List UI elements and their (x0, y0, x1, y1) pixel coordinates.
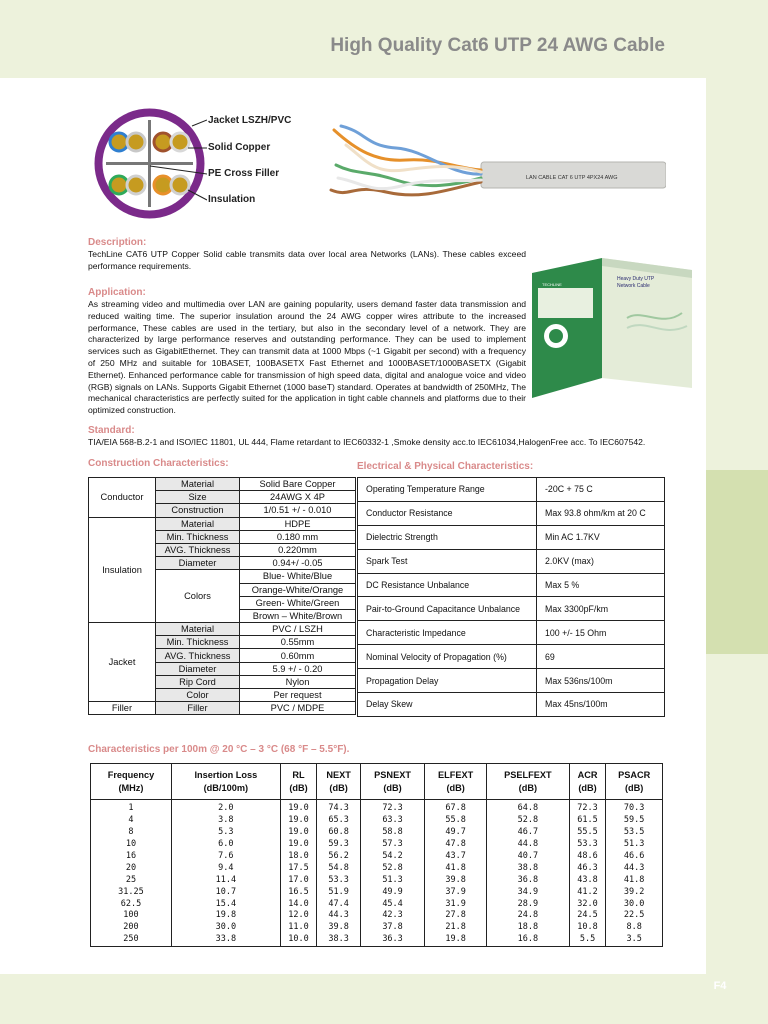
table-cell: 39.2 (606, 886, 663, 898)
col-header: ELFEXT (dB) (425, 764, 487, 800)
callout-copper: Solid Copper (208, 142, 271, 153)
table-cell: 18.8 (487, 922, 570, 934)
callout-jacket: Jacket LSZH/PVC (208, 115, 292, 126)
table-cell: 63.3 (360, 815, 424, 827)
table-cell: Max 5 % (537, 573, 665, 597)
table-row (89, 702, 356, 715)
table-cell: 3.5 (606, 934, 663, 946)
box-label-line1: Heavy Duty UTP (617, 276, 655, 282)
table-cell: 61.5 (569, 815, 606, 827)
table-cell: 41.8 (425, 862, 487, 874)
table-cell: 16.8 (487, 934, 570, 946)
table-cell: 48.6 (569, 851, 606, 863)
table-cell: 19.8 (171, 910, 280, 922)
table-cell: 27.8 (425, 910, 487, 922)
table-cell: 4 (91, 815, 172, 827)
table-cell: 7.6 (171, 851, 280, 863)
table-cell: Rip Cord (156, 675, 240, 688)
col-header: NEXT (dB) (317, 764, 361, 800)
table-cell: 19.0 (280, 839, 317, 851)
table-cell: 24AWG X 4P (240, 491, 356, 504)
table-cell: 16 (91, 851, 172, 863)
table-cell: 30.0 (171, 922, 280, 934)
table-cell: 200 (91, 922, 172, 934)
table-cell: 17.0 (280, 874, 317, 886)
table-cell: 5.9 +/ - 0.20 (240, 662, 356, 675)
group-insulation: Insulation (89, 517, 156, 623)
table-cell: 46.7 (487, 827, 570, 839)
table-cell: 47.8 (425, 839, 487, 851)
table-cell: 74.3 (317, 800, 361, 815)
standard-heading: Standard: (88, 425, 135, 436)
table-row (358, 621, 665, 645)
cable-cross-section-image (92, 106, 207, 221)
table-cell: 58.8 (360, 827, 424, 839)
table-cell: 44.8 (487, 839, 570, 851)
table-cell: 100 +/- 15 Ohm (537, 621, 665, 645)
table-cell: Min AC 1.7KV (537, 525, 665, 549)
page-title: High Quality Cat6 UTP 24 AWG Cable (330, 35, 665, 56)
table-cell: 59.5 (606, 815, 663, 827)
table-row (91, 827, 663, 839)
table-cell: 69 (537, 645, 665, 669)
table-cell: 16.5 (280, 886, 317, 898)
group-filler: Filler (89, 702, 156, 715)
col-header: Insertion Loss (dB/100m) (171, 764, 280, 800)
table-cell: 3.8 (171, 815, 280, 827)
table-cell: 0.220mm (240, 543, 356, 556)
table-cell: HDPE (240, 517, 356, 530)
table-row (91, 851, 663, 863)
table-cell: 52.8 (487, 815, 570, 827)
table-cell: Blue- White/Blue (240, 570, 356, 583)
table-cell: 38.3 (317, 934, 361, 946)
col-header: PSELFEXT (dB) (487, 764, 570, 800)
table-cell: Pair-to-Ground Capacitance Unbalance (358, 597, 537, 621)
table-cell: Max 45ns/100m (537, 693, 665, 717)
table-cell: 2.0KV (max) (537, 549, 665, 573)
table-cell: 30.0 (606, 898, 663, 910)
table-row (89, 517, 356, 530)
table-cell: Color (156, 689, 240, 702)
table-cell: 55.8 (425, 815, 487, 827)
table-cell: 44.3 (606, 862, 663, 874)
table-cell: 31.9 (425, 898, 487, 910)
table-cell: 46.3 (569, 862, 606, 874)
footer-band (0, 974, 768, 1024)
table-row (91, 800, 663, 815)
table-cell: 37.8 (360, 922, 424, 934)
col-header: ACR (dB) (569, 764, 606, 800)
construction-heading: Construction Characteristics: (88, 458, 229, 469)
table-cell: 24.5 (569, 910, 606, 922)
table-cell: 54.2 (360, 851, 424, 863)
section-label: NETWORKING TWISTED PAIR CABLE (679, 488, 709, 634)
table-cell: 18.0 (280, 851, 317, 863)
table-row (358, 549, 665, 573)
table-cell: 60.8 (317, 827, 361, 839)
table-cell: 46.6 (606, 851, 663, 863)
box-brand: TECHLINE (542, 282, 562, 287)
table-row (89, 623, 356, 636)
table-cell: 37.9 (425, 886, 487, 898)
table-cell: 49.9 (360, 886, 424, 898)
performance-table (90, 763, 663, 947)
table-cell: 52.8 (360, 862, 424, 874)
table-cell: Nominal Velocity of Propagation (%) (358, 645, 537, 669)
table-cell: 19.0 (280, 827, 317, 839)
table-cell: 41.2 (569, 886, 606, 898)
table-cell: 8.8 (606, 922, 663, 934)
table-cell: 72.3 (569, 800, 606, 815)
table-cell: Size (156, 491, 240, 504)
table-cell: Operating Temperature Range (358, 478, 537, 502)
table-cell: Nylon (240, 675, 356, 688)
table-cell: 100 (91, 910, 172, 922)
table-cell: 53.3 (317, 874, 361, 886)
table-cell: Diameter (156, 557, 240, 570)
table-cell: PVC / MDPE (240, 702, 356, 715)
table-row (91, 886, 663, 898)
table-cell: 62.5 (91, 898, 172, 910)
table-row (91, 934, 663, 946)
table-cell: 40.7 (487, 851, 570, 863)
table-row (358, 597, 665, 621)
table-cell: Orange-White/Orange (240, 583, 356, 596)
application-text: As streaming video and multimedia over LAN are gaining popularity, users demand faster data transmission and reduced waiting time. The superior insulation around the 24 AWG copper wires attribute to the increased performance, These cables are used in the tertiary, but also in the secondary level of a network. They are characterized by large performance reserves and outstanding performance. They can be used to implement services such as GigabitEthernet. They can transmit data at 1000 Mbps (~1 Gigabit per second) with a frequency of 250 MHz and suitable for 10BASET, 100BASETX Fast Ethernet and 1000BASET/1000BASETX (Gigabit Ethernet). Enhanced performance cable for transmission of high speed data, digital and analogue voice and video (RGB) signals on LANs. Supports Gigabit Ethernet (1000 baseT) standard. Operates at bandwidth of 250MHz, The mechanical characteristics are perfectly suited for the application in tight cable channels and platforms due to their optimized construction. (88, 299, 526, 416)
table-cell: 19.0 (280, 815, 317, 827)
electrical-table (357, 477, 665, 717)
application-heading: Application: (88, 287, 146, 298)
table-cell: 70.3 (606, 800, 663, 815)
table-cell: 51.3 (360, 874, 424, 886)
table-cell: 20 (91, 862, 172, 874)
table-cell: 55.5 (569, 827, 606, 839)
table-row (91, 874, 663, 886)
box-label-line2: Network Cable (617, 283, 650, 289)
table-cell: Max 3300pF/km (537, 597, 665, 621)
col-header: Frequency (MHz) (91, 764, 172, 800)
table-cell: 10.7 (171, 886, 280, 898)
table-cell: 56.2 (317, 851, 361, 863)
table-cell: 34.9 (487, 886, 570, 898)
table-cell: 11.4 (171, 874, 280, 886)
table-cell: 17.5 (280, 862, 317, 874)
table-cell: Material (156, 517, 240, 530)
table-cell: Per request (240, 689, 356, 702)
callout-insulation: Insulation (208, 194, 256, 205)
table-cell: 47.4 (317, 898, 361, 910)
table-row (91, 910, 663, 922)
table-cell: 33.8 (171, 934, 280, 946)
table-cell: Brown – White/Brown (240, 609, 356, 622)
table-cell: 39.8 (425, 874, 487, 886)
table-row (358, 478, 665, 502)
table-cell: 0.180 mm (240, 530, 356, 543)
table-row (91, 839, 663, 851)
construction-table (88, 477, 356, 715)
group-conductor: Conductor (89, 478, 156, 518)
standard-text: TIA/EIA 568-B.2-1 and ISO/IEC 11801, UL 444, Flame retardant to IEC60332-1 ,Smoke density acc.to IEC61034,HalogenFree acc. To IEC607542. (88, 437, 646, 447)
table-cell: Dielectric Strength (358, 525, 537, 549)
table-row (91, 815, 663, 827)
table-row (358, 693, 665, 717)
table-cell: 31.25 (91, 886, 172, 898)
table-row (358, 525, 665, 549)
table-header-row (91, 764, 663, 800)
table-row (358, 669, 665, 693)
table-cell: Min. Thickness (156, 636, 240, 649)
table-cell: 19.8 (425, 934, 487, 946)
col-header: PSACR (dB) (606, 764, 663, 800)
table-cell: 59.3 (317, 839, 361, 851)
table-cell: 25 (91, 874, 172, 886)
cable-photo (326, 120, 666, 225)
table-cell: Green- White/Green (240, 596, 356, 609)
table-cell: 41.8 (606, 874, 663, 886)
table-cell: 0.60mm (240, 649, 356, 662)
table-cell: 64.8 (487, 800, 570, 815)
table-cell: 51.9 (317, 886, 361, 898)
table-cell: PVC / LSZH (240, 623, 356, 636)
table-row (358, 645, 665, 669)
table-cell: Conductor Resistance (358, 501, 537, 525)
table-cell: 5.5 (569, 934, 606, 946)
table-cell: 15.4 (171, 898, 280, 910)
table-cell: 49.7 (425, 827, 487, 839)
table-cell: 28.9 (487, 898, 570, 910)
table-cell: 19.0 (280, 800, 317, 815)
table-cell: 14.0 (280, 898, 317, 910)
table-cell: 9.4 (171, 862, 280, 874)
table-cell: Spark Test (358, 549, 537, 573)
table-cell: 250 (91, 934, 172, 946)
performance-heading: Characteristics per 100m @ 20 °C – 3 °C (68 °F – 5.5°F). (88, 744, 350, 755)
table-cell: 12.0 (280, 910, 317, 922)
table-row (91, 922, 663, 934)
table-cell: 45.4 (360, 898, 424, 910)
table-cell: Max 93.8 ohm/km at 20 C (537, 501, 665, 525)
callout-filler: PE Cross Filler (208, 168, 280, 179)
table-row (89, 478, 356, 491)
table-cell: 21.8 (425, 922, 487, 934)
table-cell: 11.0 (280, 922, 317, 934)
table-cell: 2.0 (171, 800, 280, 815)
table-cell: 0.94+/ -0.05 (240, 557, 356, 570)
table-cell: 72.3 (360, 800, 424, 815)
table-cell: 22.5 (606, 910, 663, 922)
table-row (358, 573, 665, 597)
table-cell: 44.3 (317, 910, 361, 922)
table-cell: 53.3 (569, 839, 606, 851)
table-row (91, 898, 663, 910)
table-cell: Delay Skew (358, 693, 537, 717)
table-row (358, 501, 665, 525)
table-cell: 43.7 (425, 851, 487, 863)
table-cell: Propagation Delay (358, 669, 537, 693)
col-header: PSNEXT (dB) (360, 764, 424, 800)
table-cell: 1/0.51 +/ - 0.010 (240, 504, 356, 517)
table-cell: 10.0 (280, 934, 317, 946)
table-cell: 10.8 (569, 922, 606, 934)
table-cell: 36.8 (487, 874, 570, 886)
table-cell: 51.3 (606, 839, 663, 851)
description-text: TechLine CAT6 UTP Copper Solid cable transmits data over local area Networks (LANs). These cables exceed performance requirements. (88, 249, 526, 271)
table-cell: Min. Thickness (156, 530, 240, 543)
table-cell: Construction (156, 504, 240, 517)
table-cell: 53.5 (606, 827, 663, 839)
electrical-heading: Electrical & Physical Characteristics: (357, 461, 534, 472)
table-row (91, 862, 663, 874)
table-cell: 54.8 (317, 862, 361, 874)
table-cell: 43.8 (569, 874, 606, 886)
table-cell: 42.3 (360, 910, 424, 922)
section-tab (706, 470, 768, 654)
table-cell: 5.3 (171, 827, 280, 839)
col-header: RL (dB) (280, 764, 317, 800)
table-cell: Filler (156, 702, 240, 715)
table-cell: 65.3 (317, 815, 361, 827)
table-cell: Material (156, 623, 240, 636)
table-cell: Max 536ns/100m (537, 669, 665, 693)
table-cell: -20C + 75 C (537, 478, 665, 502)
table-cell: Diameter (156, 662, 240, 675)
table-cell: AVG. Thickness (156, 649, 240, 662)
table-cell: 38.8 (487, 862, 570, 874)
table-cell: Characteristic Impedance (358, 621, 537, 645)
colors-label: Colors (156, 570, 240, 623)
product-box-photo (532, 258, 697, 403)
table-cell: DC Resistance Unbalance (358, 573, 537, 597)
table-cell: 36.3 (360, 934, 424, 946)
description-heading: Description: (88, 237, 147, 248)
table-cell: 67.8 (425, 800, 487, 815)
table-cell: 32.0 (569, 898, 606, 910)
table-cell: 6.0 (171, 839, 280, 851)
table-cell: 39.8 (317, 922, 361, 934)
table-cell: 57.3 (360, 839, 424, 851)
table-cell: 10 (91, 839, 172, 851)
table-cell: AVG. Thickness (156, 543, 240, 556)
page-number: F4 (713, 980, 727, 992)
group-jacket: Jacket (89, 623, 156, 702)
table-cell: Material (156, 478, 240, 491)
table-cell: 0.55mm (240, 636, 356, 649)
table-cell: Solid Bare Copper (240, 478, 356, 491)
table-cell: 8 (91, 827, 172, 839)
table-cell: 24.8 (487, 910, 570, 922)
cable-print: LAN CABLE CAT 6 UTP 4PX24 AWG (526, 175, 618, 181)
table-cell: 1 (91, 800, 172, 815)
